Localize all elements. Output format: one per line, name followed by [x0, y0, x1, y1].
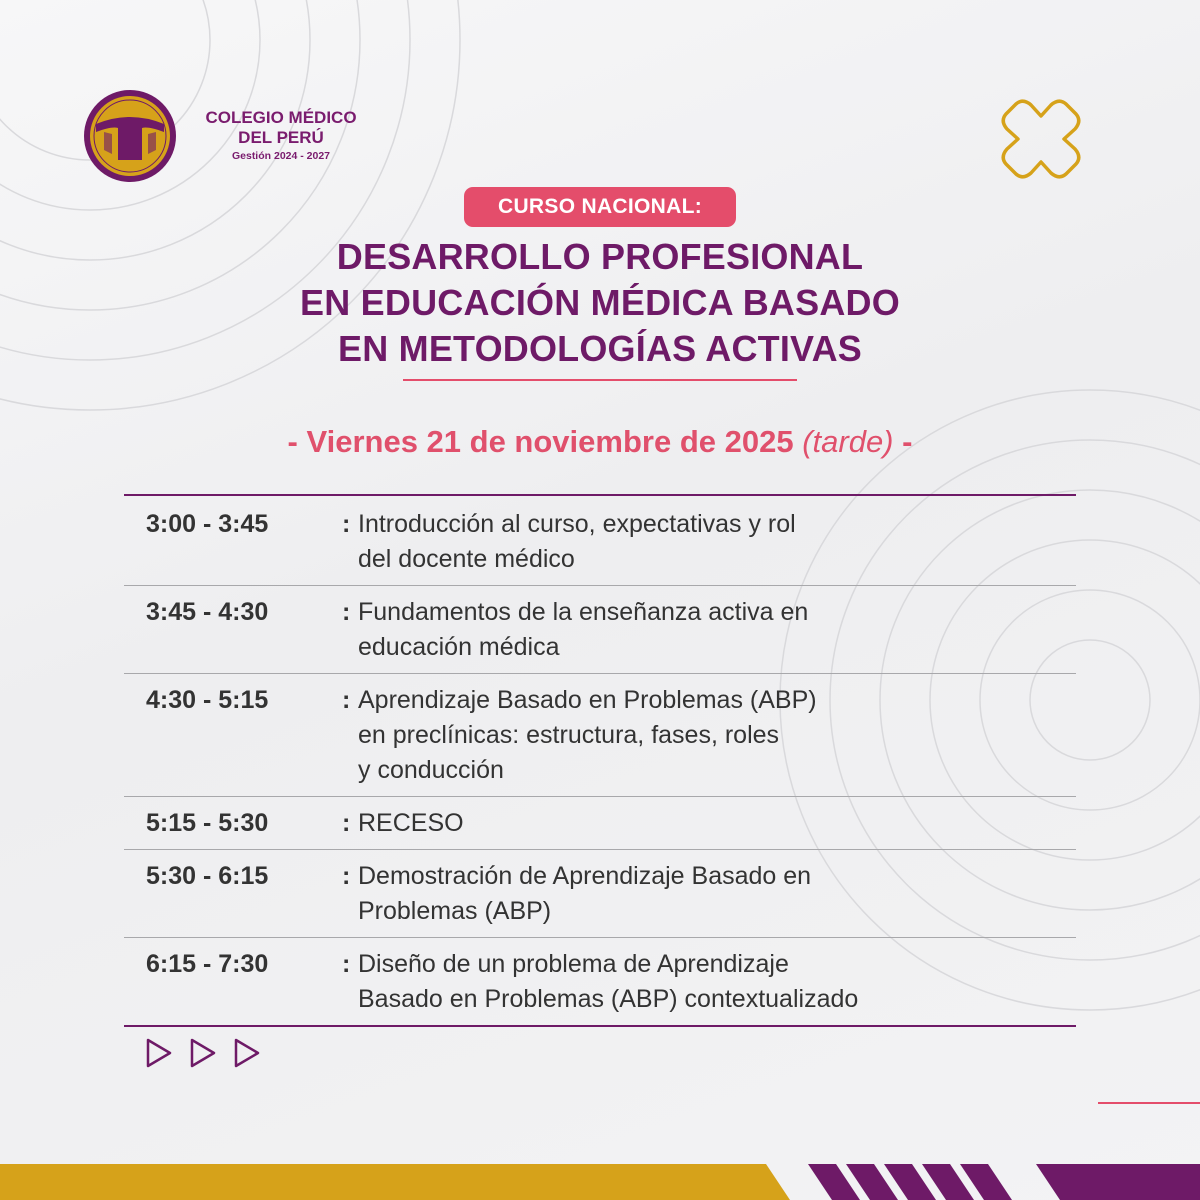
- schedule-topic: Aprendizaje Basado en Problemas (ABP) en preclínicas: estructura, fases, roles y conducción: [358, 686, 817, 784]
- date-suffix: -: [893, 424, 913, 459]
- date-text: Viernes 21 de noviembre de 2025: [306, 424, 794, 459]
- schedule-time: 4:30 - 5:15: [146, 686, 269, 714]
- schedule-table: [124, 494, 1076, 1027]
- play-arrow-icon: [148, 1040, 170, 1066]
- schedule-separator: :: [342, 862, 351, 890]
- title-line-3: EN METODOLOGÍAS ACTIVAS: [338, 328, 862, 369]
- logo-title: COLEGIO MÉDICO: [205, 108, 357, 127]
- title-divider: [403, 379, 797, 381]
- course-title: [0, 234, 1200, 372]
- play-arrow-icon: [236, 1040, 258, 1066]
- footer-stripes: [0, 1164, 1200, 1200]
- close-x-icon: [998, 96, 1084, 182]
- title-line-1: DESARROLLO PROFESIONAL: [336, 236, 864, 277]
- schedule-separator: :: [342, 510, 351, 538]
- schedule-topic: Introducción al curso, expectativas y rol del docente médico: [358, 510, 796, 573]
- accent-line: [1098, 1102, 1200, 1104]
- schedule-row: [124, 496, 1076, 585]
- event-date: [0, 420, 1200, 464]
- schedule-row: [124, 849, 1076, 937]
- schedule-topic: Fundamentos de la enseñanza activa en educación médica: [358, 598, 809, 661]
- schedule-separator: :: [342, 686, 351, 714]
- logo-subtitle: DEL PERÚ: [238, 128, 324, 147]
- schedule-row: [124, 585, 1076, 673]
- schedule-row: [124, 673, 1076, 796]
- schedule-time: 3:00 - 3:45: [146, 510, 269, 538]
- date-prefix: -: [287, 424, 307, 459]
- seal-icon: [82, 88, 182, 188]
- schedule-separator: :: [342, 809, 351, 837]
- title-line-2: EN EDUCACIÓN MÉDICA BASADO: [300, 282, 900, 323]
- course-type-badge: CURSO NACIONAL:: [464, 187, 736, 227]
- play-arrow-icon: [192, 1040, 214, 1066]
- schedule-topic: Diseño de un problema de Aprendizaje Basado en Problemas (ABP) contextualizado: [358, 950, 859, 1013]
- schedule-row: [124, 937, 1076, 1025]
- schedule-separator: :: [342, 598, 351, 626]
- schedule-time: 5:30 - 6:15: [146, 862, 269, 890]
- date-session-note: (tarde): [802, 424, 894, 459]
- schedule-time: 5:15 - 5:30: [146, 809, 269, 837]
- schedule-time: 6:15 - 7:30: [146, 950, 269, 978]
- play-arrows-decoration: [144, 1036, 268, 1070]
- logo-tagline: Gestión 2024 - 2027: [231, 150, 331, 162]
- schedule-time: 3:45 - 4:30: [146, 598, 269, 626]
- schedule-topic: Demostración de Aprendizaje Basado en Problemas (ABP): [358, 862, 812, 925]
- schedule-topic: RECESO: [358, 809, 464, 837]
- organization-logo: [82, 88, 372, 188]
- schedule-row: [124, 796, 1076, 849]
- schedule-separator: :: [342, 950, 351, 978]
